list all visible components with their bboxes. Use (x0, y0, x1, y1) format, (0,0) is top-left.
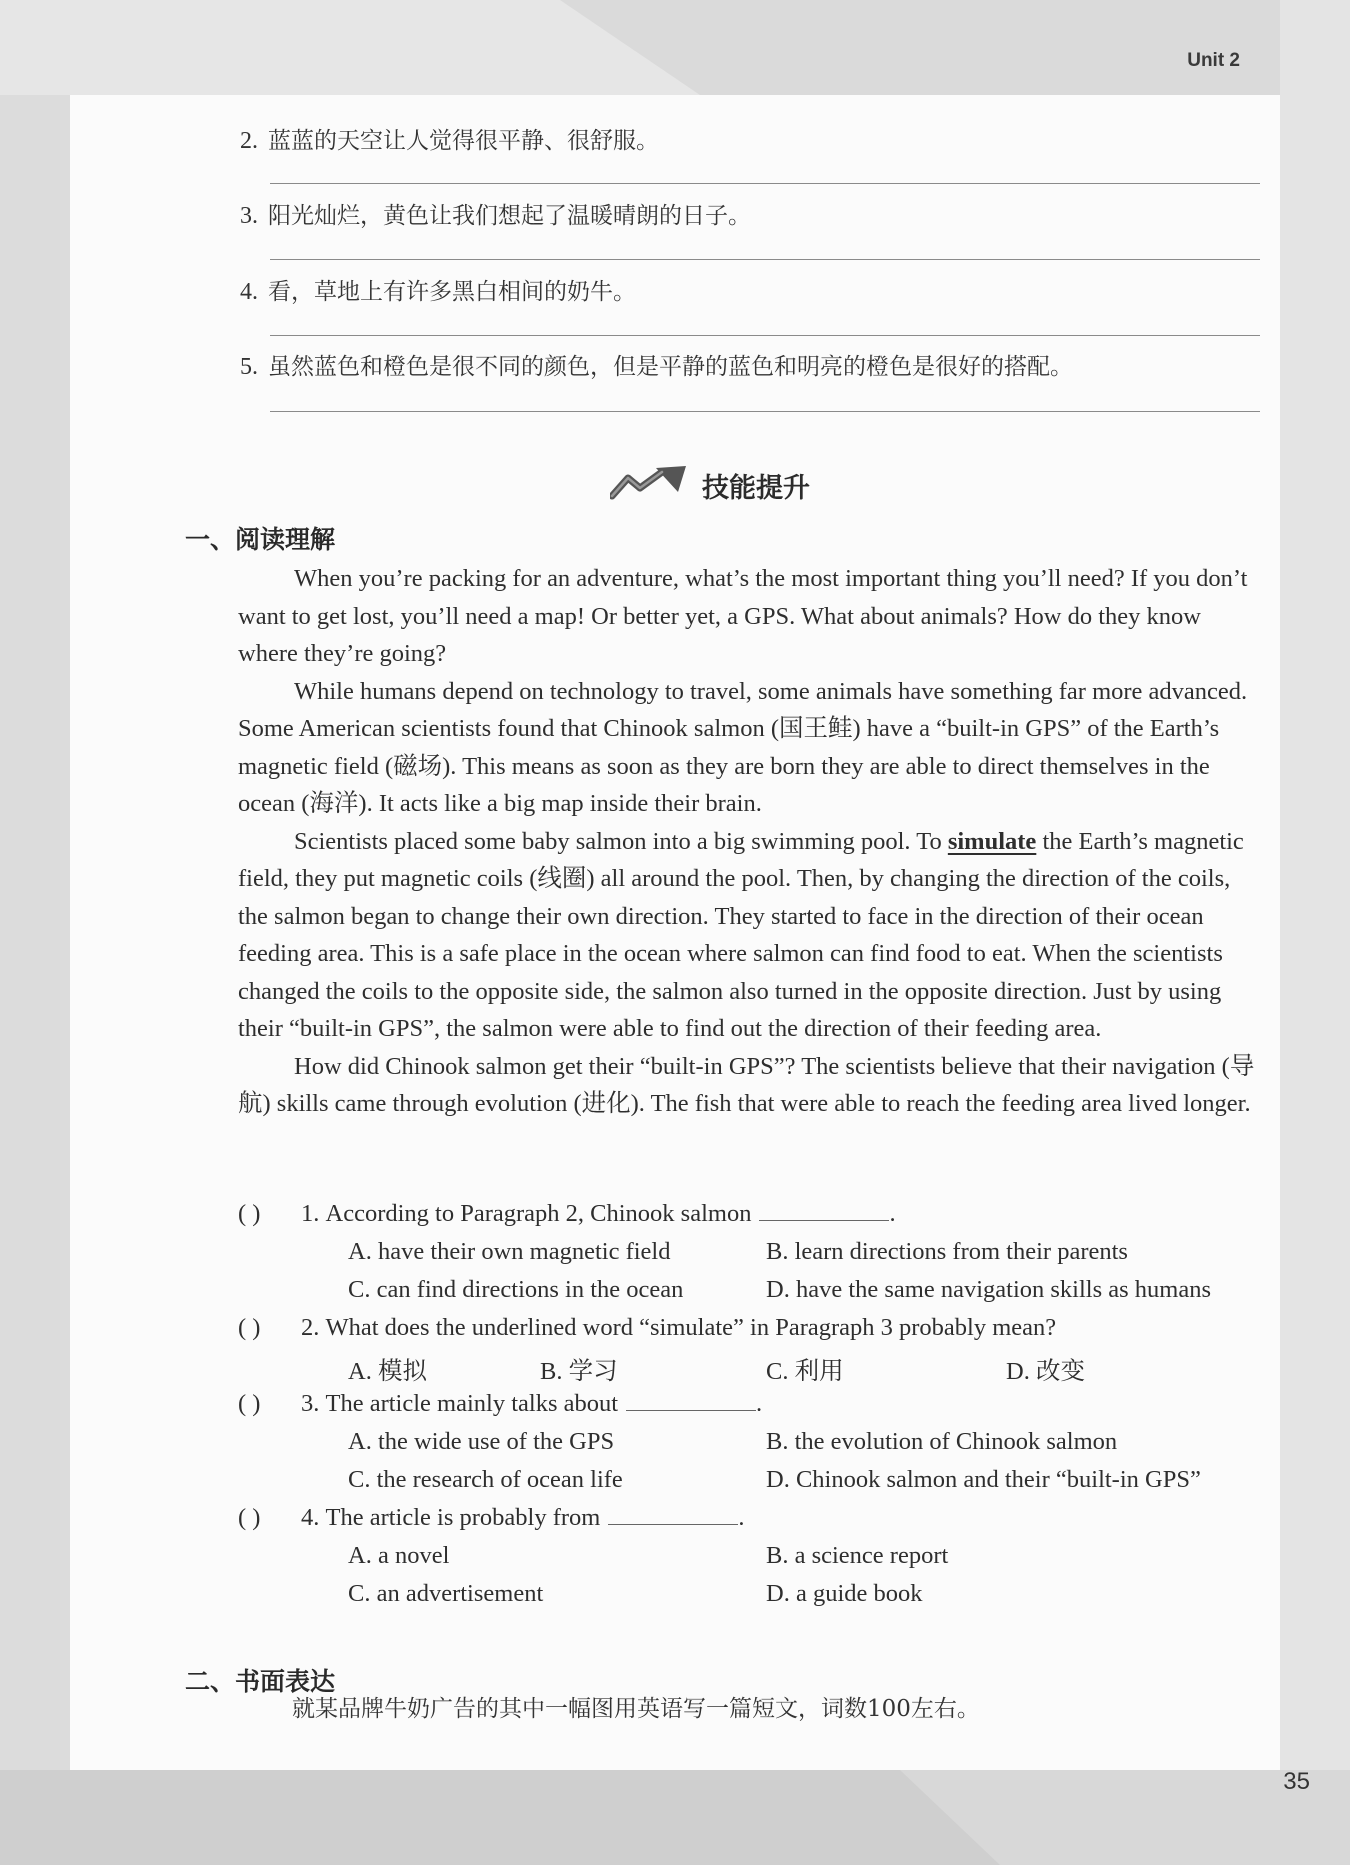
answer-bracket[interactable]: ( ) (238, 1504, 261, 1531)
fill-blank[interactable] (608, 1504, 738, 1525)
option-d[interactable]: D. 改变 (1006, 1358, 1085, 1385)
option-d[interactable]: D. a guide book (766, 1580, 923, 1607)
answer-line[interactable] (270, 259, 1260, 260)
option-b[interactable]: B. a science report (766, 1542, 949, 1569)
question-2 (238, 1314, 1268, 1342)
passage-paragraph: How did Chinook salmon get their “built-in GPS”? The scientists believe that their navigation (导航) skills came through evolution (进化). The fish that were able to reach the feeding area lived longer. (238, 1052, 1255, 1117)
answer-line[interactable] (270, 411, 1260, 412)
answer-bracket[interactable]: ( ) (238, 1200, 261, 1227)
answer-bracket[interactable]: ( ) (238, 1314, 261, 1341)
translation-item (240, 122, 1260, 155)
option-c[interactable]: C. can find directions in the ocean (348, 1276, 684, 1303)
option-a[interactable]: A. have their own magnetic field (348, 1238, 671, 1265)
reading-passage (238, 560, 1263, 1123)
translation-item (240, 348, 1260, 381)
question-end: . (889, 1200, 896, 1227)
writing-heading: 二、书面表达 (185, 1667, 336, 1696)
translation-item (240, 197, 1260, 230)
passage-paragraph (238, 823, 1263, 1048)
question-number: 2. (301, 1314, 320, 1341)
option-a[interactable]: A. a novel (348, 1542, 450, 1569)
option-b[interactable]: B. 学习 (540, 1358, 618, 1385)
skill-section-title: 技能提升 (702, 472, 810, 504)
item-text: 虽然蓝色和橙色是很不同的颜色，但是平静的蓝色和明亮的橙色是很好的搭配。 (268, 354, 1073, 380)
question-stem: What does the underlined word “simulate” in Paragraph 3 probably mean? (325, 1314, 1057, 1341)
question-end: . (738, 1504, 745, 1531)
answer-line[interactable] (270, 335, 1260, 336)
option-a[interactable]: A. 模拟 (348, 1358, 427, 1385)
question-4 (238, 1504, 1268, 1532)
question-stem: According to Paragraph 2, Chinook salmon (325, 1200, 752, 1227)
question-stem: The article mainly talks about (325, 1390, 619, 1417)
question-number: 4. (301, 1504, 320, 1531)
answer-bracket[interactable]: ( ) (238, 1390, 261, 1417)
fill-blank[interactable] (759, 1200, 889, 1221)
trending-up-arrow-icon (610, 466, 688, 505)
item-text: 看，草地上有许多黑白相间的奶牛。 (268, 279, 636, 305)
unit-label: Unit 2 (1187, 50, 1240, 71)
question-3 (238, 1390, 1268, 1418)
option-c[interactable]: C. an advertisement (348, 1580, 544, 1607)
item-number: 3. (240, 203, 258, 229)
reading-heading: 一、阅读理解 (185, 525, 336, 554)
option-c[interactable]: C. the research of ocean life (348, 1466, 623, 1493)
passage-paragraph: While humans depend on technology to travel, some animals have something far more advanced. Some American scientists found that Chinook salmon (国王鲑) have a “built-in GPS” of the Earth’s magnetic field (磁场). This means as soon as they are born they are able to direct themselves in the ocean (海洋). It acts like a big map inside their brain. (238, 677, 1248, 817)
option-d[interactable]: D. Chinook salmon and their “built-in GPS” (766, 1466, 1201, 1493)
writing-task: 就某品牌牛奶广告的其中一幅图用英语写一篇短文，词数100左右。 (292, 1696, 980, 1722)
question-number: 3. (301, 1390, 320, 1417)
page-number: 35 (1283, 1768, 1310, 1795)
item-number: 2. (240, 128, 258, 154)
skill-section-heading (610, 463, 810, 507)
question-end: . (756, 1390, 763, 1417)
question-1 (238, 1200, 1268, 1228)
option-b[interactable]: B. the evolution of Chinook salmon (766, 1428, 1118, 1455)
option-d[interactable]: D. have the same navigation skills as humans (766, 1276, 1211, 1303)
option-c[interactable]: C. 利用 (766, 1358, 844, 1385)
passage-paragraph: When you’re packing for an adventure, what’s the most important thing you’ll need? If you don’t want to get lost, you’ll need a map! Or better yet, a GPS. What about animals? How do they know where they’re going? (238, 565, 1248, 667)
paragraph-text: Scientists placed some baby salmon into a big swimming pool. To (294, 827, 948, 855)
item-number: 5. (240, 354, 258, 380)
option-a[interactable]: A. the wide use of the GPS (348, 1428, 615, 1455)
fill-blank[interactable] (626, 1390, 756, 1411)
option-b[interactable]: B. learn directions from their parents (766, 1238, 1128, 1265)
underlined-word: simulate (947, 827, 1037, 855)
question-stem: The article is probably from (325, 1504, 601, 1531)
paragraph-text: the Earth’s magnetic field, they put magnetic coils (线圈) all around the pool. Then, by changing the direction of the coils, the salmon began to change their own direction. They started to face in the direction of their ocean feeding area. This is a safe place in the ocean where salmon can find food to eat. When the scientists changed the coils to the opposite side, the salmon also turned in the opposite direction. Just by using their “built-in GPS”, the salmon were able to find out the direction of their feeding area. (238, 827, 1244, 1042)
translation-item (240, 273, 1260, 306)
item-text: 蓝蓝的天空让人觉得很平静、很舒服。 (268, 128, 659, 154)
item-text: 阳光灿烂，黄色让我们想起了温暖晴朗的日子。 (268, 203, 751, 229)
item-number: 4. (240, 279, 258, 305)
answer-line[interactable] (270, 183, 1260, 184)
question-number: 1. (301, 1200, 320, 1227)
